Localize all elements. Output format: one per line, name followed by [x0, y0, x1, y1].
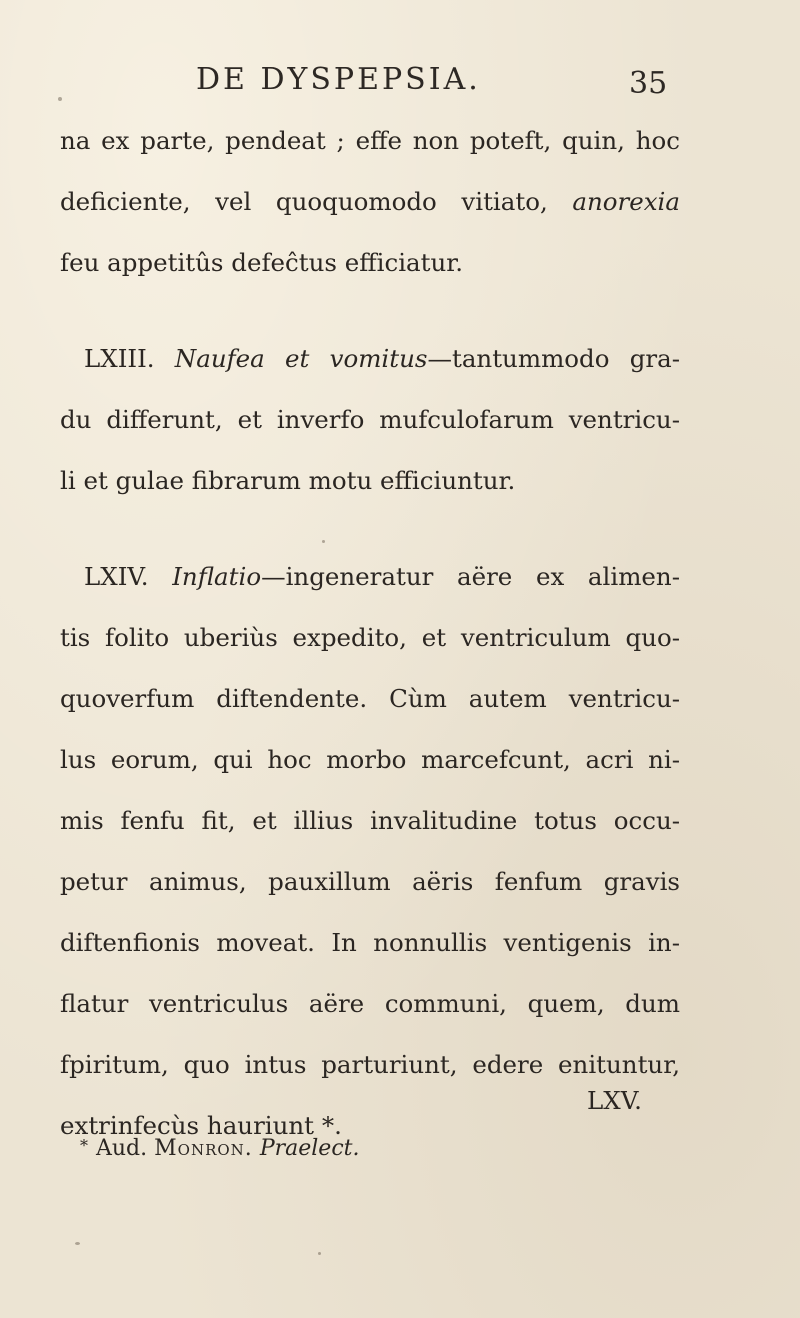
text-line: fpiritum, quo intus parturiunt, edere enituntur,	[60, 1050, 680, 1079]
text-line: na ex parte, pendeat ; effe non poteft, quin, hoc	[60, 126, 680, 155]
text-line: lus eorum, qui hoc morbo marcefcunt, acri ni-	[60, 745, 680, 774]
text-line: diftenfionis moveat. In nonnullis ventigenis in-	[60, 928, 680, 957]
footnote	[80, 1136, 359, 1161]
text-line: deficiente, vel quoquomodo vitiato, anorexia	[60, 187, 680, 216]
paragraph-gap	[60, 293, 680, 328]
text-line: mis fenfu fit, et illius invalitudine totus occu-	[60, 806, 680, 835]
text-line: tis folito uberiùs expedito, et ventriculum quo-	[60, 623, 680, 652]
running-title: DE DYSPEPSIA.	[196, 62, 481, 97]
footnote-work: Praelect.	[259, 1136, 360, 1161]
paper-speck	[322, 540, 325, 543]
body-text	[60, 110, 680, 1156]
footnote-mark: *	[80, 1136, 88, 1155]
paper-speck	[75, 1242, 80, 1245]
paragraph-gap	[60, 511, 680, 546]
page-number: 35	[629, 66, 668, 101]
text-line: extrinfecùs hauriunt *.	[60, 1111, 342, 1140]
text-line: LXIII. Naufea et vomitus—tantummodo gra-	[84, 344, 681, 373]
text-line: du differunt, et inverfo mufculofarum ventricu-	[60, 405, 680, 434]
paper-speck	[318, 1252, 321, 1255]
text-line: LXIV. Inflatio—ingeneratur aëre ex alimen-	[84, 562, 680, 591]
text-line: li et gulae fibrarum motu efficiuntur.	[60, 466, 516, 495]
paper-speck	[58, 97, 62, 101]
footnote-text: Aud.	[96, 1136, 155, 1161]
page-header	[0, 62, 800, 102]
text-line: quoverfum diftendente. Cùm autem ventricu-	[60, 684, 680, 713]
italic-term: Naufea	[174, 344, 265, 373]
italic-term: Inflatio	[172, 562, 262, 591]
footnote-author: Monron.	[154, 1136, 253, 1161]
paragraph-lxiii	[60, 328, 680, 511]
paragraph-lxii-end	[60, 110, 680, 293]
text-line: flatur ventriculus aëre communi, quem, dum	[60, 989, 680, 1018]
italic-term: et vomitus	[285, 344, 428, 373]
italic-term: anorexia	[572, 187, 680, 216]
catchword: LXV.	[587, 1086, 642, 1115]
text-line: petur animus, pauxillum aëris fenfum gravis	[60, 867, 680, 896]
paragraph-lxiv	[60, 546, 680, 1156]
text-line: feu appetitûs defeĉtus efficiatur.	[60, 248, 464, 277]
